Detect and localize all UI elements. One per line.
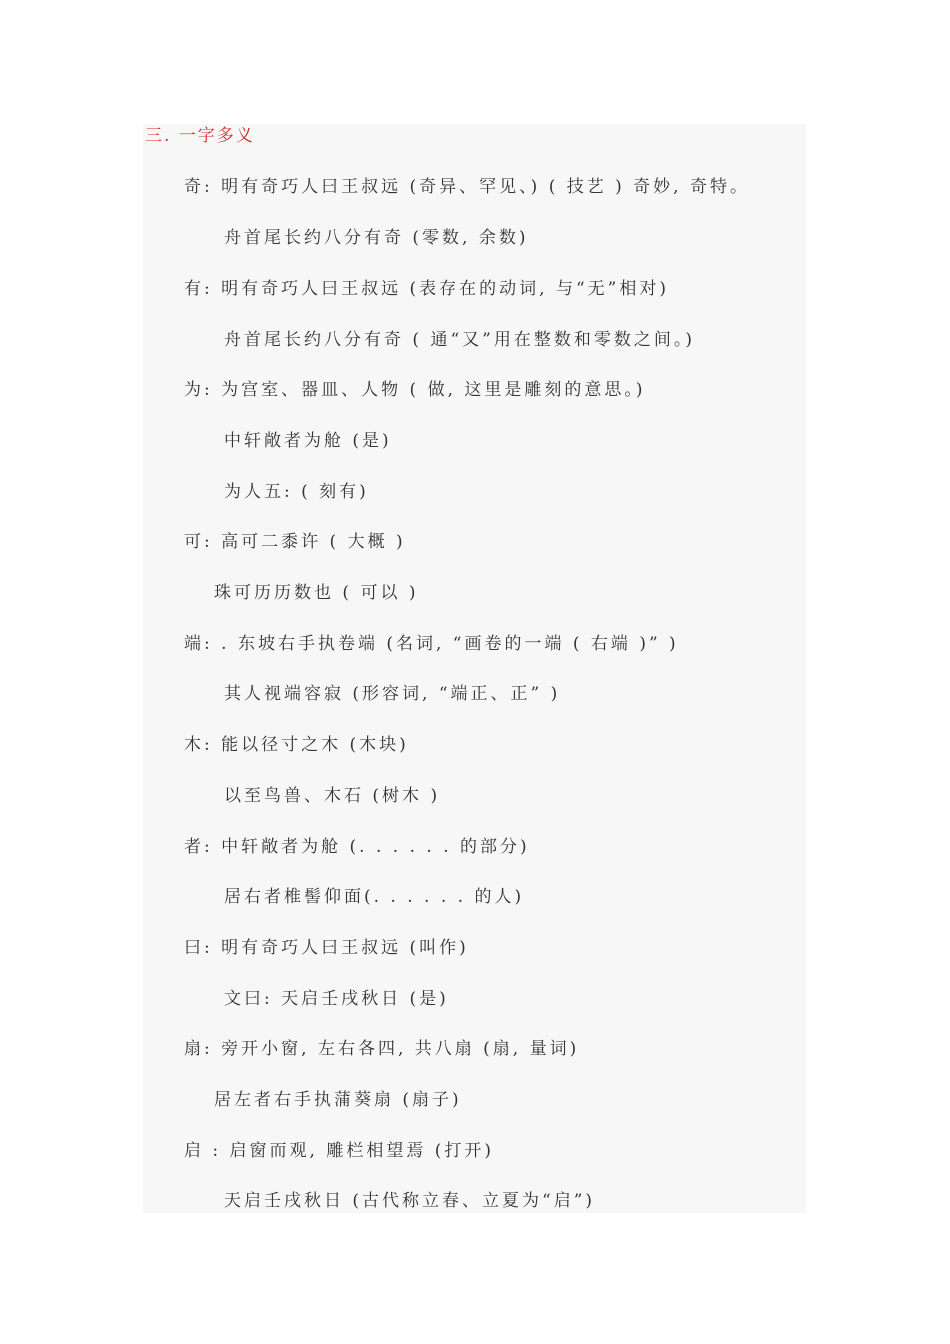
- entry-yue-1: 曰: 明有奇巧人曰王叔远 (叫作): [184, 938, 469, 958]
- entry-you-2: 舟首尾长约八分有奇 ( 通“又”用在整数和零数之间。): [224, 330, 695, 350]
- entry-qi-1: 奇: 明有奇巧人曰王叔远 (奇异、罕见、) ( 技艺 ) 奇妙, 奇特。: [184, 177, 750, 197]
- entry-zhe-2: 居右者椎髻仰面(. . . . . . 的人): [224, 887, 525, 907]
- entry-wei-2: 中轩敞者为舱 (是): [224, 431, 392, 451]
- entry-mu-1: 木: 能以径寸之木 (木块): [184, 735, 409, 755]
- entry-mu-2: 以至鸟兽、木石 (树木 ): [224, 786, 441, 806]
- entry-qi2-2: 天启壬戌秋日 (古代称立春、立夏为“启”): [224, 1191, 596, 1211]
- entry-duan-2: 其人视端容寂 (形容词, “端正、正” ): [224, 684, 561, 704]
- entry-qi-2: 舟首尾长约八分有奇 (零数, 余数): [224, 228, 529, 248]
- entry-shan-1: 扇: 旁开小窗, 左右各四, 共八扇 (扇, 量词): [184, 1039, 580, 1059]
- entry-zhe-1: 者: 中轩敞者为舱 (. . . . . . 的部分): [184, 837, 530, 857]
- entry-duan-1: 端: . 东坡右手执卷端 (名词, “画卷的一端 ( 右端 )” ): [184, 634, 679, 654]
- entry-ke-1: 可: 高可二黍许 ( 大概 ): [184, 532, 406, 552]
- entry-qi2-1: 启 : 启窗而观, 雕栏相望焉 (打开): [184, 1141, 495, 1161]
- entry-you-1: 有: 明有奇巧人曰王叔远 (表存在的动词, 与“无”相对): [184, 279, 669, 299]
- entry-ke-2: 珠可历历数也 ( 可以 ): [214, 583, 419, 603]
- entry-wei-3: 为人五: ( 刻有): [224, 482, 369, 502]
- entry-wei-1: 为: 为宫室、器皿、人物 ( 做, 这里是雕刻的意思。): [184, 380, 646, 400]
- entry-yue-2: 文曰: 天启壬戌秋日 (是): [224, 989, 449, 1009]
- entry-shan-2: 居左者右手执蒲葵扇 (扇子): [214, 1090, 462, 1110]
- section-title: 三. 一字多义: [145, 126, 255, 146]
